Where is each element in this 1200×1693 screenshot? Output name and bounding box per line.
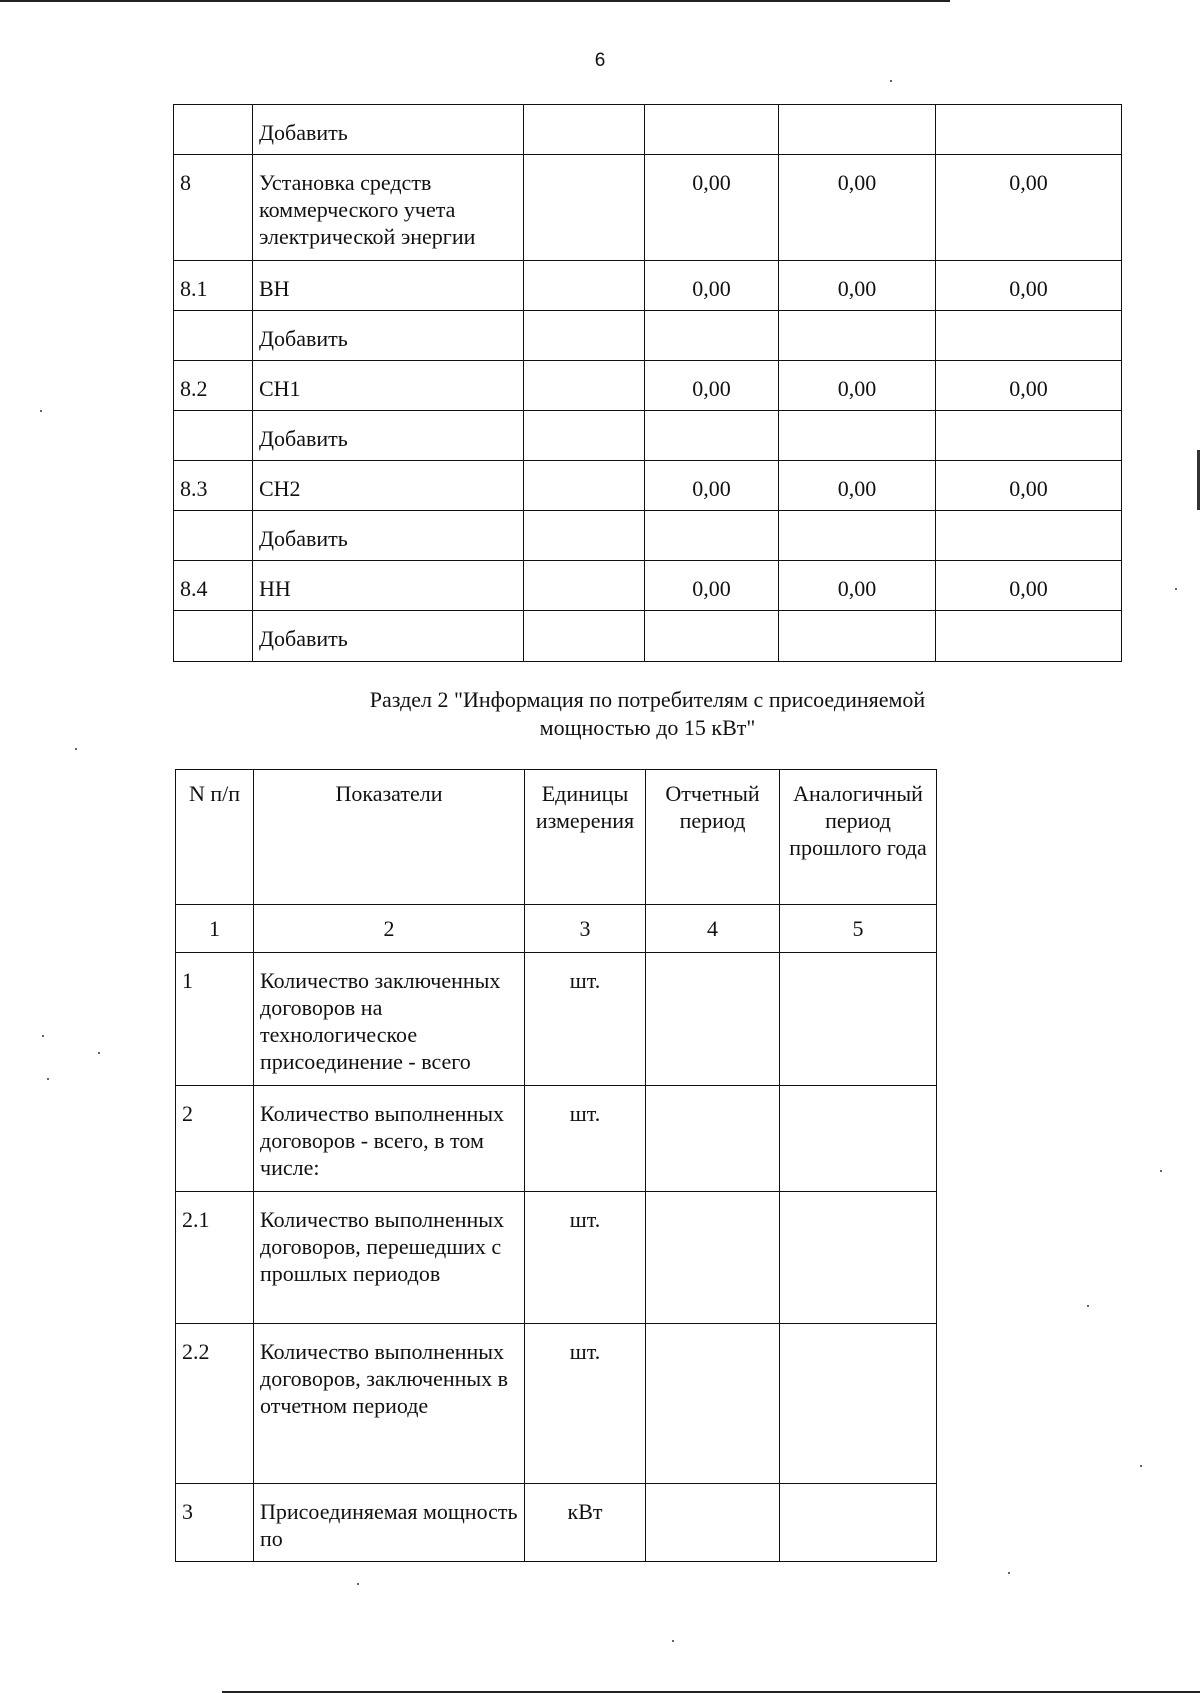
unit-cell: шт. (525, 1086, 646, 1192)
row-number: 1 (176, 953, 254, 1086)
row-number (174, 311, 253, 361)
empty-cell (524, 105, 645, 155)
table-row (174, 461, 1122, 511)
column-number: 5 (780, 905, 937, 953)
value-cell: 0,00 (779, 461, 936, 511)
scan-speck (1175, 588, 1177, 590)
row-number: 2.1 (176, 1192, 254, 1324)
row-label: Количество выполненных договоров, заключенных в отчетном периоде (254, 1324, 525, 1484)
table-row (174, 561, 1122, 611)
empty-cell (524, 311, 645, 361)
value-cell: 0,00 (645, 261, 779, 311)
value-cell (779, 411, 936, 461)
previous-period-cell (780, 1086, 937, 1192)
row-number (174, 511, 253, 561)
header-row (176, 770, 937, 905)
row-label: НН (253, 561, 524, 611)
value-cell (645, 311, 779, 361)
value-cell: 0,00 (936, 561, 1122, 611)
value-cell: 0,00 (645, 361, 779, 411)
value-cell (936, 105, 1122, 155)
row-label: Количество выполненных договоров - всего, в том числе: (254, 1086, 525, 1192)
table-row (174, 311, 1122, 361)
scan-speck (47, 1078, 49, 1080)
value-cell (936, 511, 1122, 561)
row-number (174, 411, 253, 461)
row-label: Добавить (253, 311, 524, 361)
value-cell: 0,00 (645, 461, 779, 511)
value-cell: 0,00 (936, 461, 1122, 511)
unit-cell: шт. (525, 1324, 646, 1484)
value-cell (936, 611, 1122, 662)
column-number: 3 (525, 905, 646, 953)
previous-period-cell (780, 1324, 937, 1484)
scan-speck (890, 80, 892, 82)
row-label: СН2 (253, 461, 524, 511)
row-number: 8.3 (174, 461, 253, 511)
unit-cell: кВт (525, 1484, 646, 1562)
empty-cell (524, 361, 645, 411)
row-label: ВН (253, 261, 524, 311)
value-cell (645, 511, 779, 561)
row-label: Количество выполненных договоров, перешедших с прошлых периодов (254, 1192, 525, 1324)
table-row (174, 611, 1122, 662)
scan-speck (42, 1035, 44, 1037)
row-number: 2.2 (176, 1324, 254, 1484)
column-number: 1 (176, 905, 254, 953)
table-row (174, 411, 1122, 461)
row-number: 8 (174, 155, 253, 261)
value-cell (779, 105, 936, 155)
value-cell: 0,00 (936, 155, 1122, 261)
previous-period-cell (780, 1484, 937, 1562)
row-number: 8.1 (174, 261, 253, 311)
value-cell: 0,00 (645, 561, 779, 611)
empty-cell (524, 461, 645, 511)
value-cell: 0,00 (936, 361, 1122, 411)
row-label: СН1 (253, 361, 524, 411)
column-number-row (176, 905, 937, 953)
scan-speck (1008, 1572, 1010, 1574)
scan-speck (98, 1052, 100, 1054)
column-header: Показатели (254, 770, 525, 905)
row-number (174, 611, 253, 662)
scan-speck (40, 410, 42, 412)
table-row (174, 155, 1122, 261)
value-cell (645, 411, 779, 461)
scan-speck (672, 1640, 674, 1642)
value-cell: 0,00 (645, 155, 779, 261)
column-header: Отчетный период (646, 770, 780, 905)
previous-period-cell (780, 1192, 937, 1324)
empty-cell (524, 511, 645, 561)
table-section-2 (175, 769, 937, 1562)
scan-speck (1140, 1465, 1142, 1467)
unit-cell: шт. (525, 1192, 646, 1324)
value-cell: 0,00 (779, 261, 936, 311)
row-label: Добавить (253, 105, 524, 155)
row-number: 8.4 (174, 561, 253, 611)
column-number: 4 (646, 905, 780, 953)
value-cell: 0,00 (779, 361, 936, 411)
column-header: Аналогичный период прошлого года (780, 770, 937, 905)
row-label: Установка средств коммерческого учета электрической энергии (253, 155, 524, 261)
value-cell (936, 411, 1122, 461)
previous-period-cell (780, 953, 937, 1086)
value-cell (645, 611, 779, 662)
table-row (174, 105, 1122, 155)
table-continued (173, 104, 1122, 662)
row-number: 3 (176, 1484, 254, 1562)
value-cell (645, 105, 779, 155)
row-label: Присоединяемая мощность по (254, 1484, 525, 1562)
column-header: Единицы измерения (525, 770, 646, 905)
scan-speck (1160, 1170, 1162, 1172)
current-period-cell (646, 953, 780, 1086)
value-cell (779, 311, 936, 361)
current-period-cell (646, 1086, 780, 1192)
table-row (174, 511, 1122, 561)
row-number: 8.2 (174, 361, 253, 411)
unit-cell: шт. (525, 953, 646, 1086)
page-number: 6 (594, 50, 606, 71)
current-period-cell (646, 1324, 780, 1484)
empty-cell (524, 155, 645, 261)
scan-speck (1087, 1305, 1089, 1307)
table-row (176, 1086, 937, 1192)
column-header: N п/п (176, 770, 254, 905)
empty-cell (524, 561, 645, 611)
scan-speck (357, 1583, 359, 1585)
table-row (176, 1484, 937, 1562)
row-label: Добавить (253, 611, 524, 662)
value-cell (936, 311, 1122, 361)
value-cell (779, 511, 936, 561)
row-label: Добавить (253, 411, 524, 461)
empty-cell (524, 611, 645, 662)
empty-cell (524, 411, 645, 461)
section-2-heading-line2: мощностью до 15 кВт" (539, 715, 756, 740)
table-row (176, 1324, 937, 1484)
row-label: Добавить (253, 511, 524, 561)
section-2-heading (160, 686, 1135, 742)
row-number (174, 105, 253, 155)
scan-speck (75, 748, 77, 750)
scan-top-edge (0, 0, 950, 2)
column-number: 2 (254, 905, 525, 953)
value-cell: 0,00 (779, 561, 936, 611)
value-cell: 0,00 (779, 155, 936, 261)
table-row (174, 261, 1122, 311)
empty-cell (524, 261, 645, 311)
current-period-cell (646, 1484, 780, 1562)
table-row (176, 1192, 937, 1324)
section-2-heading-line1: Раздел 2 "Информация по потребителям с присоединяемой (369, 687, 926, 712)
current-period-cell (646, 1192, 780, 1324)
table-row (176, 953, 937, 1086)
table-row (174, 361, 1122, 411)
row-number: 2 (176, 1086, 254, 1192)
value-cell: 0,00 (936, 261, 1122, 311)
row-label: Количество заключенных договоров на технологическое присоединение - всего (254, 953, 525, 1086)
value-cell (779, 611, 936, 662)
